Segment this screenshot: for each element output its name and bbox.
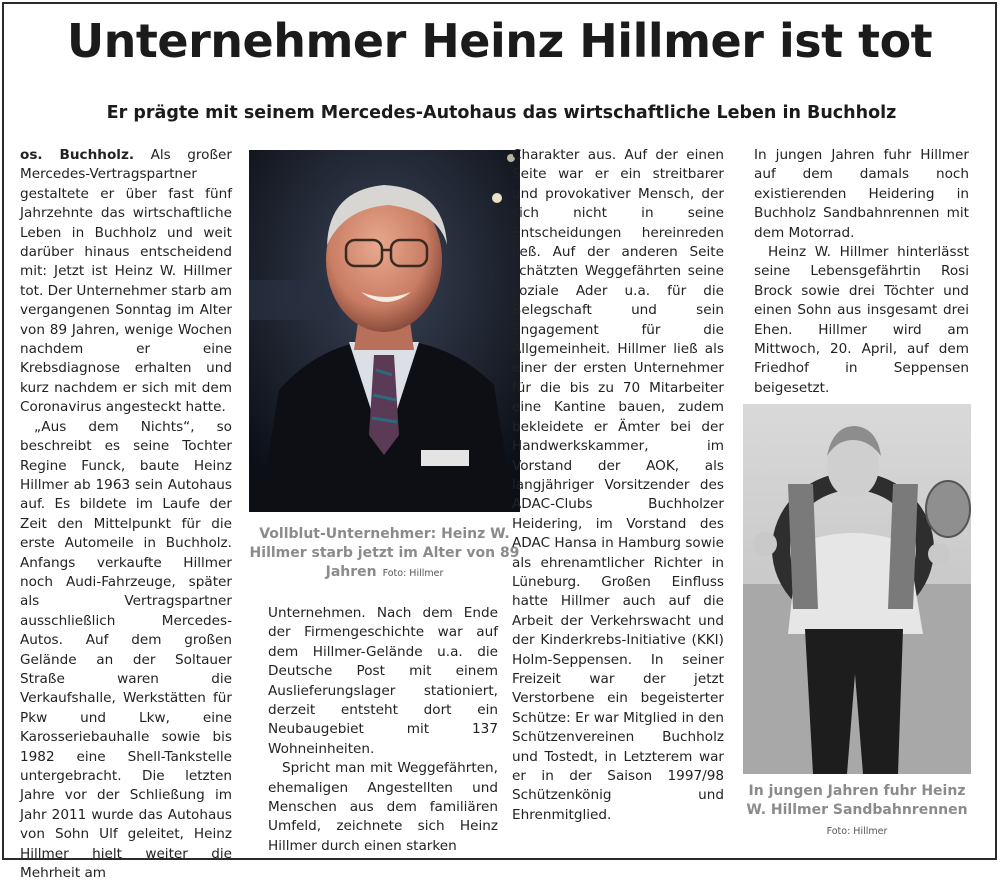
article-column-4	[754, 146, 969, 396]
article-column-1	[20, 146, 232, 882]
photo-credit: Foto: Hillmer	[826, 826, 888, 837]
article-paragraph: Charakter aus. Auf der einen Seite war er ein streitbarer und provokativer Mensch, der sich nicht in seine Entscheidungen hereinreden ließ. Auf der anderen Seite schätzten Weggefährten seine soziale Ader u.a. für die Belegschaft und sein Engagement für die Allgemeinheit. Hillmer ließ als einer der ersten Unternehmer für die bis zu 70 Mitarbeiter eine Kantine bauen, zudem bekleidete er Ämter bei der Handwerkskammer, im Vorstand der AOK, als langjähriger Vorsitzender des ADAC-Clubs Buchholzer Heidering, im Vorstand des ADAC Hansa in Hamburg sowie als ehrenamtlicher Richter in Lüneburg. Großen Einfluss hatte Hillmer auch auf die Arbeit der Verkehrswacht und der Kinderkrebs-Initiative (KKI) Holm-Seppensen. In seiner Freizeit war der jetzt Verstorbene ein begeisterter Schütze: Er war Mitglied in den Schützenvereinen Buchholz und Tostedt, in Letzterem war er in der Saison 1997/98 Schützenkönig und Ehrenmitglied.	[512, 147, 725, 823]
article-paragraph: Heinz W. Hillmer hinterlässt seine Lebensgefährtin Rosi Brock sowie drei Töchter und einen Sohn aus insgesamt drei Ehen. Hillmer wird am Mittwoch, 20. April, auf dem Friedhof in Seppensen beigesetzt.	[754, 244, 969, 396]
article-paragraph: In jungen Jahren fuhr Hillmer auf dem damals noch existierenden Heidering in Buchholz Sandbahnrennen mit dem Motorrad.	[754, 147, 969, 241]
photo-credit: Foto: Hillmer	[382, 568, 444, 579]
subheadline: Er prägte mit seinem Mercedes-Autohaus das wirtschaftliche Leben in Buchholz	[106, 103, 897, 123]
portrait-photo-caption	[249, 525, 520, 583]
article-column-3	[512, 146, 724, 846]
headline: Unternehmer Heinz Hillmer ist tot	[66, 14, 933, 68]
portrait-photo-image	[249, 150, 520, 512]
article-column-2	[268, 604, 498, 854]
dateline: os. Buchholz.	[20, 147, 135, 163]
caption-text: Vollblut-Unternehmer: Heinz W. Hillmer starb jetzt im Alter von 89 Jahren	[249, 526, 520, 580]
racing-photo-caption: In jungen Jahren fuhr Heinz W. Hillmer Sandbahnrennen	[746, 783, 968, 818]
portrait-photo	[249, 150, 520, 512]
paragraph-text: Als großer Mercedes-Vertragspartner gestaltete er über fast fünf Jahrzehnte das wirtschaftliche Leben in Buchholz und weit darüber hinaus entscheidend mit: Jetzt ist Heinz W. Hillmer tot. Der Unternehmer starb am vergangenen Sonntag im Alter von 89 Jahren, wenige Wochen nachdem er eine Krebsdiagnose erhalten und kurz nachdem er sich mit dem Coronavirus angesteckt hatte.	[20, 147, 232, 416]
article-paragraph: „Aus dem Nichts“, so beschreibt es seine Tochter Regine Funck, baute Heinz Hillmer ab 1963 sein Autohaus auf. Es bildete im Laufe der Zeit den Mittelpunkt für die erste Automeile in Buchholz. Anfangs verkaufte Hillmer noch Audi-Fahrzeuge, später als Vertragspartner ausschließlich Mercedes-Autos. Auf dem großen Gelände an der Soltauer Straße waren die Verkaufshalle, Werkstätten für Pkw und Lkw, eine Karosseriebauhalle sowie bis 1982 eine Shell-Tankstelle untergebracht. Die letzten Jahre vor der Schließung im Jahr 2011 wurde das Autohaus von Sohn Ulf geleitet, Heinz Hillmer hielt weiter die Mehrheit am	[20, 418, 232, 882]
racing-photo	[743, 404, 971, 774]
article-paragraph: Unternehmen. Nach dem Ende der Firmengeschichte war auf dem Hillmer-Gelände u.a. die Deutsche Post mit einem Auslieferungslager stationiert, derzeit entsteht dort ein Neubaugebiet mit 137 Wohneinheiten.	[268, 605, 498, 757]
racing-photo-image	[743, 404, 971, 774]
article-paragraph	[20, 146, 232, 418]
article-paragraph: Spricht man mit Weggefährten, ehemaligen Angestellten und Menschen aus dem familiären Umfeld, zeichnete sich Heinz Hillmer durch einen starken	[268, 760, 498, 854]
